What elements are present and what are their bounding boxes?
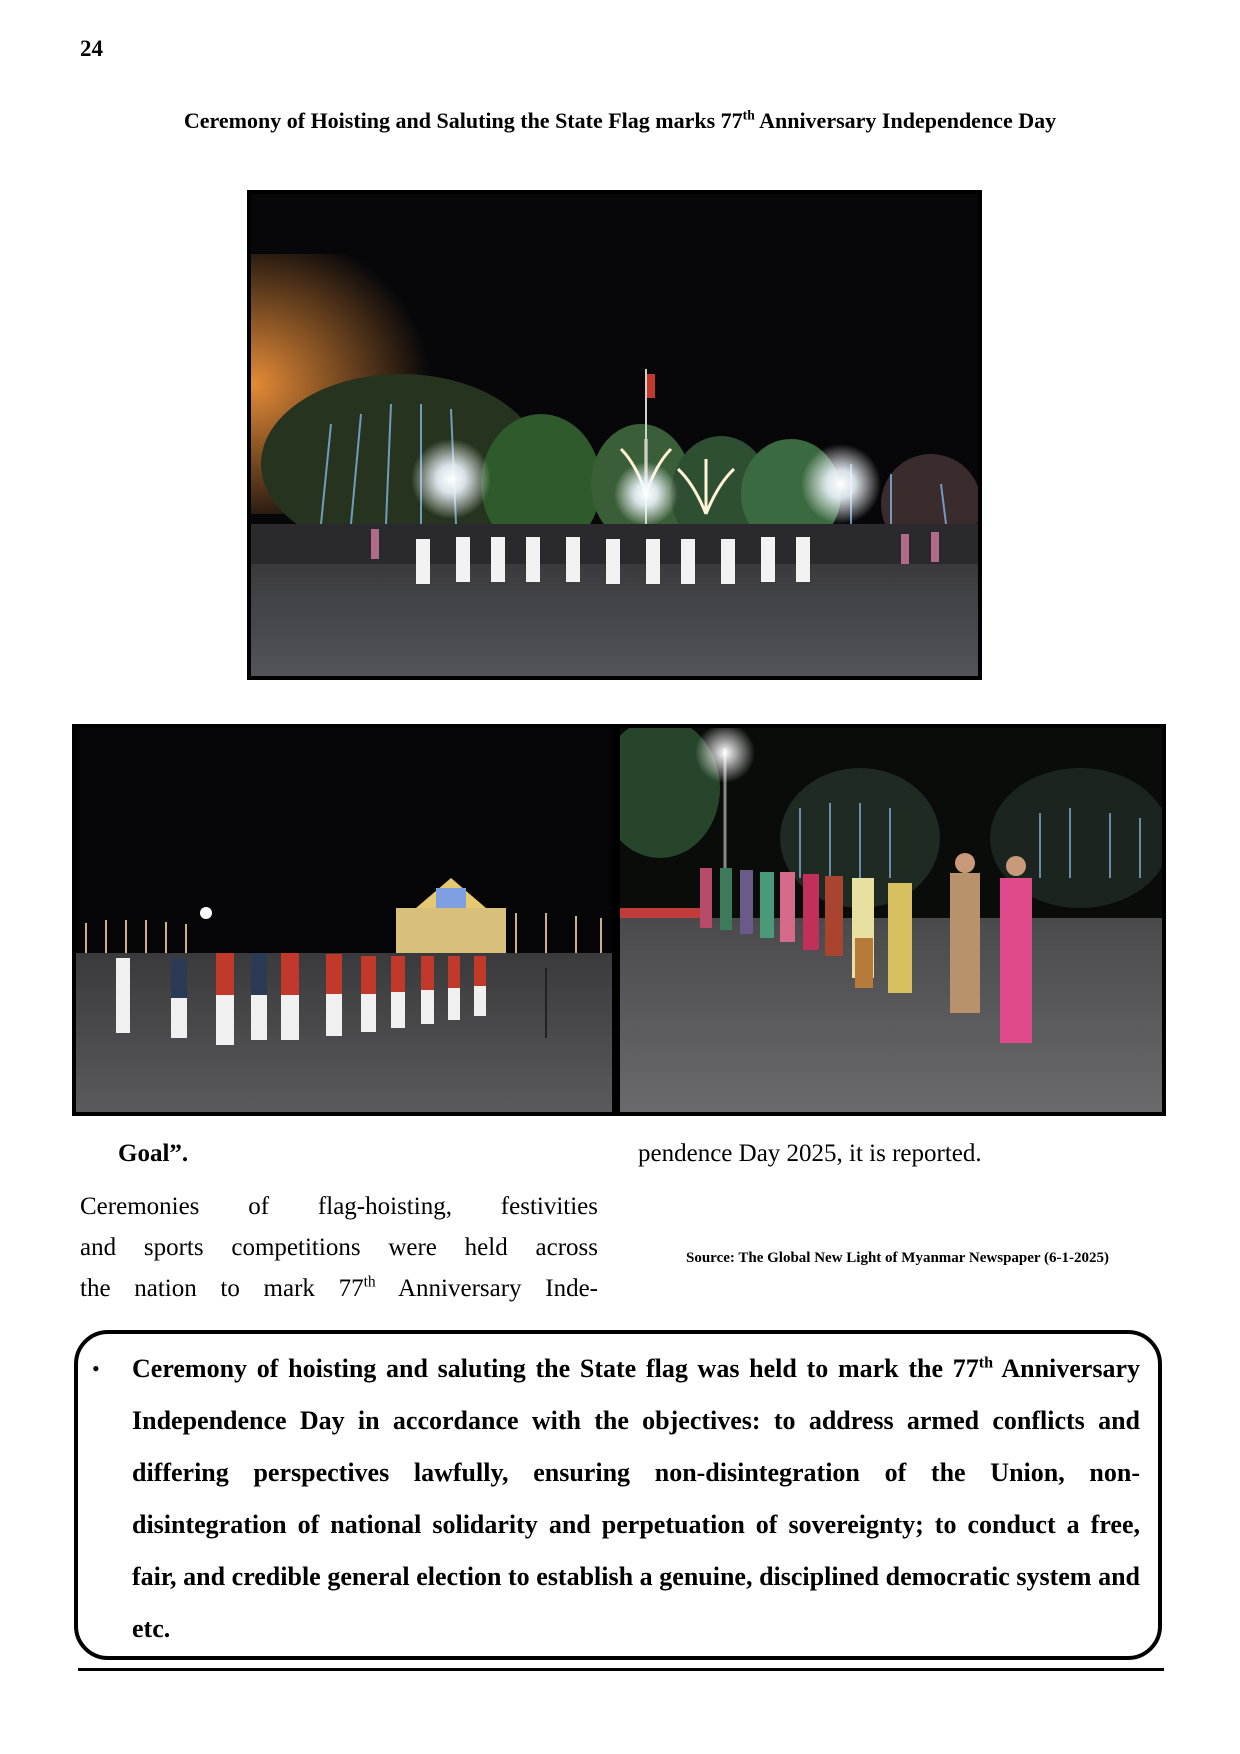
- body-paragraph-line-3-end: Anniversary Inde-: [375, 1275, 598, 1302]
- title-text-end: Anniversary Independence Day: [754, 108, 1057, 133]
- body-paragraph-line-1: Ceremonies of flag-hoisting, festivities: [80, 1193, 598, 1220]
- bullet-icon: •: [92, 1356, 100, 1381]
- body-paragraph-superscript: th: [363, 1273, 376, 1291]
- title-text: Ceremony of Hoisting and Saluting the State Flag marks 77: [183, 108, 743, 133]
- footer-rule: [78, 1668, 1164, 1671]
- page-title: [0, 108, 1240, 134]
- photo-honour-guard-image: [76, 728, 612, 1112]
- summary-superscript: th: [978, 1354, 994, 1372]
- summary-text-end: Anniversary Independence Day in accordance with the objectives: to address armed conflicts and differing perspectives lawfully, ensuring non-disintegration of the Union, non-disintegration of national solidarity and perpetuation of sovereignty; to conduct a free, fair, and credible general election to establish a genuine, disciplined democratic system and etc.: [132, 1354, 1140, 1643]
- page-number: 24: [80, 36, 103, 61]
- photo-flag-ceremony: [247, 190, 982, 680]
- source-citation: Source: The Global New Light of Myanmar Newspaper (6-1-2025): [686, 1250, 1110, 1266]
- summary-text: [132, 1343, 1140, 1655]
- summary-text-start: Ceremony of hoisting and saluting the State flag was held to mark the 77: [132, 1354, 979, 1383]
- body-paragraph-line-3: [80, 1268, 598, 1309]
- title-superscript: th: [742, 107, 755, 123]
- photo-silent-tribute-image: [620, 728, 1162, 1112]
- photo-honour-guard: [72, 724, 616, 1116]
- goal-text: Goal”.: [118, 1140, 189, 1167]
- body-paragraph-line-2: and sports competitions were held across: [80, 1234, 598, 1261]
- body-paragraph: [80, 1186, 598, 1309]
- body-paragraph-line-3-start: the nation to mark 77: [80, 1275, 364, 1302]
- body-continuation: pendence Day 2025, it is reported.: [638, 1140, 982, 1167]
- photo-silent-tribute: [616, 724, 1166, 1116]
- photo-flag-ceremony-image: [251, 194, 978, 676]
